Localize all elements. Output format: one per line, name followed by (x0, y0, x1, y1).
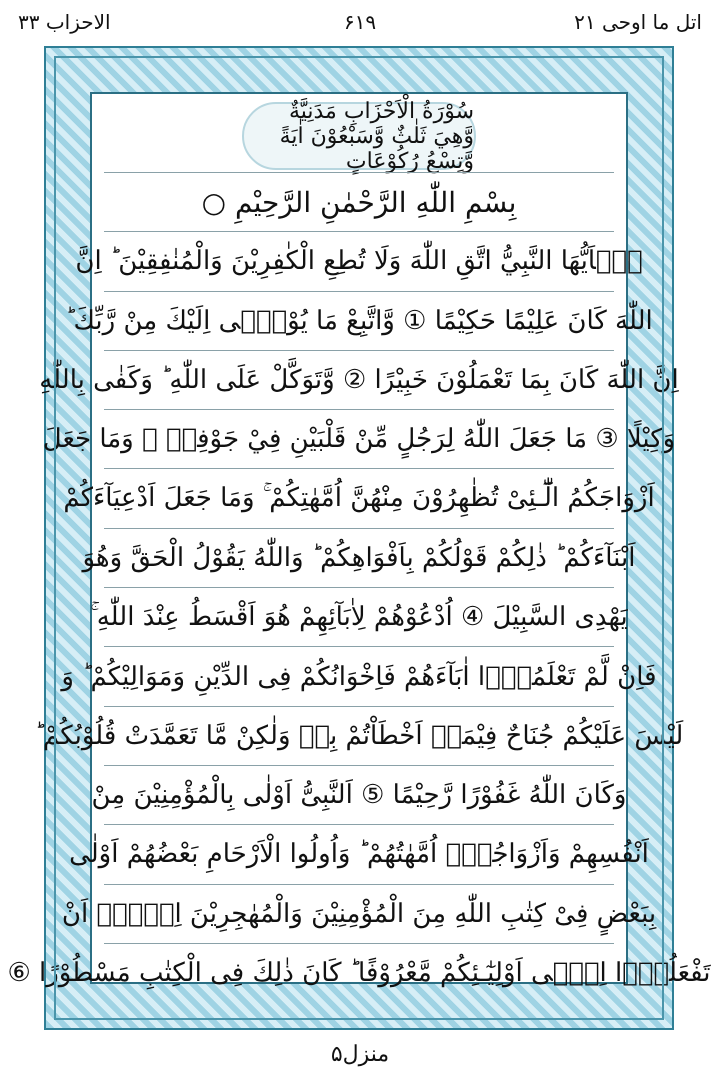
verse-line: وَكِيْلًا ③ مَا جَعَلَ اللّٰهُ لِرَجُلٍ مِّنْ قَلْبَيْنِ فِيْ جَوْفِهٖ ۚ وَمَا جَعَلَ (104, 409, 614, 468)
text-panel (7, 92, 711, 988)
verse-line: اَزْوَاجَكُمُ الّٰٓـئِیْ تُظٰهِرُوْنَ مِنْهُنَّ اُمَّهٰتِكُمْ ۚ وَمَا جَعَلَ اَدْعِيَآءَكُمْ (104, 468, 614, 527)
verse-line: لَيْسَ عَلَيْكُمْ جُنَاحٌ فِيْمَاۤ اَخْطَاْتُمْ بِهٖ وَلٰكِنْ مَّا تَعَمَّدَتْ قُلُوْبُكُمْ ؕ (104, 706, 614, 765)
verse-line: يَهْدِى السَّبِيْلَ ④ اُدْعُوْهُمْ لِاٰبَآئِهِمْ هُوَ اَقْسَطُ عِنْدَ اللّٰهِ ۚ (104, 587, 614, 646)
manzil-footer: منزل۵ (330, 1042, 390, 1067)
verse-line: وَكَانَ اللّٰهُ غَفُوْرًا رَّحِيْمًا ⑤ اَلنَّبِىُّ اَوْلٰى بِالْمُؤْمِنِيْنَ مِنْ (104, 765, 614, 824)
verse-line: تَفْعَلُوْۤا اِلٰۤى اَوْلِيٰٓـئِكُمْ مَّعْرُوْفًا ؕ كَانَ ذٰلِكَ فِى الْكِتٰبِ مَسْطُوْرًا ⑥ (104, 943, 614, 1002)
juz-name-label: اتل ما اوحی ۲۱ (574, 10, 702, 34)
verse-line: بِبَعْضٍ فِىْ كِتٰبِ اللّٰهِ مِنَ الْمُؤْمِنِيْنَ وَالْمُهٰجِرِيْنَ اِلَّاۤ اَنْ (104, 884, 614, 943)
verse-line: اَبْنَآءَكُمْ ؕ ذٰلِكُمْ قَوْلُكُمْ بِاَفْوَاهِكُمْ ؕ وَاللّٰهُ يَقُوْلُ الْحَقَّ وَهُوَ (104, 528, 614, 587)
verse-lines (7, 172, 711, 988)
surah-name-label: الاحزاب ۳۳ (18, 10, 111, 34)
surah-title-banner: سُوْرَةُ الْاَحْزَابِ مَدَنِيَّةٌ وَّهِيَ ثَلٰثٌ وَّسَبْعُوْنَ اٰيَةً وَّتِسْعُ رُكُوْعَاتٍ (242, 102, 476, 170)
page-header (0, 0, 720, 42)
decorative-border (7, 46, 711, 1030)
verse-line: فَاِنْ لَّمْ تَعْلَمُوْۤا اٰبَآءَهُمْ فَاِخْوَانُكُمْ فِى الدِّيْنِ وَمَوَالِيْكُمْ ؕ وَ (104, 646, 614, 705)
basmala-line: بِسْمِ اللّٰهِ الرَّحْمٰنِ الرَّحِيْمِ ○ (104, 172, 614, 231)
page-number: ۶۱۹ (343, 10, 377, 34)
verse-line: اللّٰهَ كَانَ عَلِيْمًا حَكِيْمًا ① وَّاتَّبِعْ مَا يُوْحٰۤى اِلَيْكَ مِنْ رَّبِّكَ ؕ (104, 291, 614, 350)
verse-line: يٰۤاَيُّهَا النَّبِيُّ اتَّقِ اللّٰهَ وَلَا تُطِعِ الْكٰفِرِيْنَ وَالْمُنٰفِقِيْنَ ؕ اِنَّ (104, 231, 614, 290)
verse-line: اِنَّ اللّٰهَ كَانَ بِمَا تَعْمَلُوْنَ خَبِيْرًا ② وَّتَوَكَّلْ عَلَى اللّٰهِ ؕ وَكَفٰى بِاللّٰهِ (104, 350, 614, 409)
verse-line: اَنْفُسِهِمْ وَاَزْوَاجُهٗۤ اُمَّهٰتُهُمْ ؕ وَاُولُوا الْاَرْحَامِ بَعْضُهُمْ اَوْلٰى (104, 824, 614, 883)
